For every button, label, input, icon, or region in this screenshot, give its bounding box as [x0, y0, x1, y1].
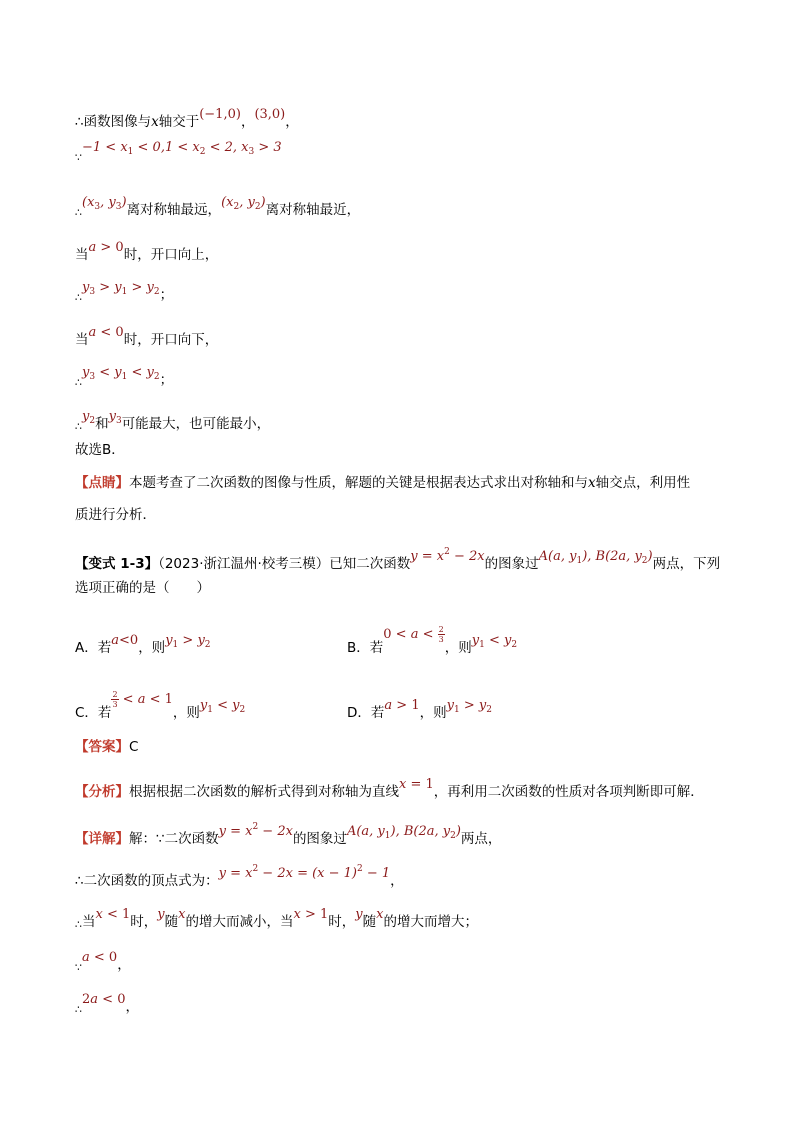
text: ，则 — [444, 640, 472, 656]
math-point-x2y2: ($x_2$, $y_2$) — [221, 195, 266, 212]
detail-tag: 【详解】 — [75, 831, 129, 847]
math-point-x3y3: ($x_3$, $y_3$) — [82, 195, 127, 212]
question-tag: 【变式 1-3】 — [75, 556, 159, 572]
math-x: x — [178, 907, 186, 922]
text: ， — [390, 873, 404, 889]
math-y: y — [157, 907, 165, 922]
math-x-gt-1: x > 1 — [293, 907, 329, 922]
text: ， — [117, 957, 131, 973]
text: ， — [125, 999, 139, 1015]
text: 时，开口向上， — [123, 247, 219, 263]
math-y1-lt-y2: $y_1 < y_2$ — [199, 698, 246, 715]
math-x: x — [376, 907, 384, 922]
math-2a-lt-0: 2a < 0 — [82, 992, 126, 1007]
text: 随 — [362, 914, 377, 930]
text: 解：∵二次函数 — [129, 831, 219, 847]
line-order-up — [75, 280, 174, 310]
line-a-positive — [75, 240, 219, 266]
math-points-AB: A(a, $y_1$), B(2a, $y_2$) — [346, 824, 461, 841]
answer-value: C — [129, 739, 139, 755]
option-a-label: A．若 — [75, 640, 112, 656]
text: 时，开口向下， — [123, 332, 219, 348]
math-y3: $y_3$ — [108, 409, 122, 426]
text: 的图象过 — [484, 556, 539, 572]
text: ，则 — [138, 640, 166, 656]
text: ； — [159, 287, 174, 303]
math-a-lt-0: a < 0 — [88, 325, 124, 340]
math-y1-gt-y2: $y_1 > y_2$ — [446, 698, 492, 715]
line-choice-b: 故选B． — [75, 442, 125, 458]
text: 当 — [75, 247, 89, 263]
question-line2: 选项正确的是（ ） — [75, 580, 210, 596]
text: 的图象过 — [292, 831, 347, 847]
math-x-lt-1: x < 1 — [95, 907, 131, 922]
math-2-3-lt-a-lt-1: $\frac{2}{3}$ < a < 1 — [112, 690, 173, 709]
point-3-0: (3,0) — [254, 107, 286, 122]
text: ， — [240, 114, 255, 130]
line-farthest-nearest — [75, 195, 361, 225]
line-a-negative — [75, 325, 219, 351]
text: 和 — [95, 416, 109, 432]
point-comment-line1 — [75, 473, 690, 493]
vertex-form-line — [75, 864, 404, 892]
text: 轴交于 — [158, 114, 200, 130]
point-neg1-0: (−1,0) — [199, 107, 241, 122]
therefore-symbol: ∴ — [75, 291, 82, 304]
math-y1-gt-y2: $y_1 > y_2$ — [165, 633, 211, 650]
line-order-down — [75, 365, 174, 395]
line-x-ranges — [75, 140, 282, 170]
option-d-label: D．若 — [347, 705, 385, 721]
analysis-tag: 【分析】 — [75, 784, 129, 800]
question-line1 — [75, 547, 721, 579]
math-x-ranges: $-1 < x_1 < 0,1 < x_2 < 2$, $x_3 > 3$ — [82, 140, 282, 157]
question-source: （2023·浙江温州·校考三模）已知二次函数 — [158, 556, 411, 572]
math-y3-lt-y1-lt-y2: $y_3 < y_1 < y_2$ — [82, 365, 160, 382]
option-d — [347, 698, 492, 728]
text: 的增大而增大； — [383, 914, 478, 930]
therefore-symbol: ∴ — [75, 918, 82, 931]
text: ，则 — [419, 705, 447, 721]
option-c — [75, 690, 246, 728]
answer-tag: 【答案】 — [75, 739, 129, 755]
math-y: y — [355, 907, 363, 922]
text: 的增大而减小，当 — [185, 914, 294, 930]
detail-line1 — [75, 822, 502, 854]
text: 可能最大，也可能最小， — [121, 416, 271, 432]
option-c-label: C．若 — [75, 705, 112, 721]
therefore-symbol: ∴ — [75, 376, 82, 389]
text: ， — [285, 114, 299, 130]
math-y2: $y_2$ — [82, 409, 96, 426]
text: ∴二次函数的顶点式为： — [75, 873, 219, 889]
text: 随 — [164, 914, 179, 930]
text: 离对称轴最远， — [126, 202, 222, 218]
text: 本题考查了二次函数的图像与性质，解题的关键是根据表达式求出对称轴和与 — [129, 475, 588, 491]
text: 时， — [328, 914, 356, 930]
math-a-lt-0: a < 0 — [82, 950, 118, 965]
because-symbol: ∵ — [75, 961, 82, 974]
var-x: x — [588, 475, 596, 491]
text: 两点， — [460, 831, 502, 847]
var-x: x — [151, 114, 159, 130]
analysis-line — [75, 777, 704, 803]
2a-negative-line — [75, 992, 139, 1018]
line-max-min — [75, 409, 271, 439]
text: 时， — [130, 914, 158, 930]
text: ，再利用二次函数的性质对各项判断即可解． — [433, 784, 704, 800]
math-y1-lt-y2: $y_1 < y_2$ — [471, 633, 518, 650]
therefore-symbol: ∴ — [75, 206, 82, 219]
math-a-gt-0: a > 0 — [88, 240, 124, 255]
math-a-gt-1: a > 1 — [384, 698, 420, 713]
text: 根据根据二次函数的解析式得到对称轴为直线 — [129, 784, 399, 800]
math-function: $y = x^2 - 2x$ — [218, 822, 293, 839]
math-points-AB: A(a, $y_1$), B(2a, $y_2$) — [538, 549, 653, 566]
math-y3-y1-y2: $y_3 > y_1 > y_2$ — [82, 280, 160, 297]
text: ，则 — [172, 705, 200, 721]
point-comment-line2: 质进行分析． — [75, 507, 156, 523]
math-function: $y = x^2 - 2x$ — [410, 547, 485, 564]
monotonic-line — [75, 907, 478, 933]
answer-line — [75, 737, 138, 757]
dianjing-tag: 【点睛】 — [75, 475, 129, 491]
option-a — [75, 633, 211, 663]
therefore-symbol: ∴ — [75, 420, 82, 433]
math-a-lt-0: a<0 — [111, 633, 139, 648]
text: 当 — [75, 332, 89, 348]
math-vertex-form: $y = x^2 - 2x = (x - 1)^2 - 1$ — [218, 864, 391, 881]
text: 当 — [82, 914, 96, 930]
text: 离对称轴最近， — [265, 202, 361, 218]
text: 两点，下列 — [652, 556, 721, 572]
line-axis-intersection — [75, 107, 299, 133]
therefore-symbol: ∴ — [75, 1003, 82, 1016]
a-negative-line — [75, 950, 131, 976]
because-symbol: ∵ — [75, 151, 82, 164]
math-x-eq-1: x = 1 — [399, 777, 434, 792]
option-b — [347, 625, 518, 663]
text: ； — [159, 372, 174, 388]
option-b-label: B．若 — [347, 640, 384, 656]
text: 轴交点，利用性 — [595, 475, 691, 491]
text: ∴函数图像与 — [75, 114, 152, 130]
math-0-lt-a-lt-2-3: 0 < a < $\frac{2}{3}$ — [383, 625, 444, 644]
